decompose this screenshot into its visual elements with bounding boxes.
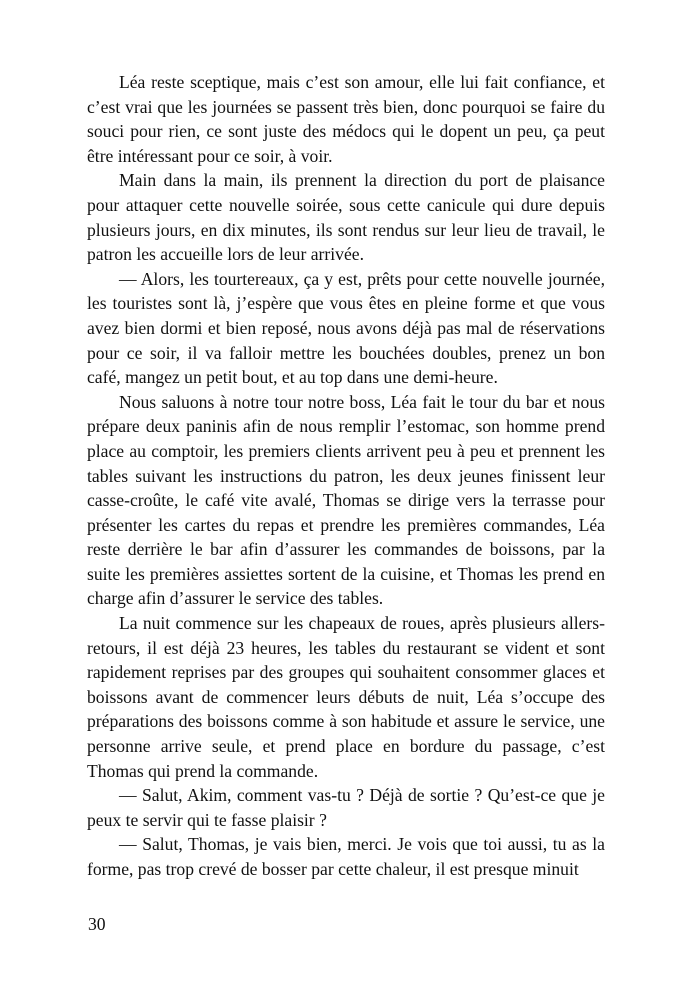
dialogue-paragraph: — Salut, Akim, comment vas-tu ? Déjà de sortie ? Qu’est-ce que je peux te servir qui te fasse plaisir ? <box>87 785 605 830</box>
paragraph: Léa reste sceptique, mais c’est son amour, elle lui fait confiance, et c’est vrai que les journées se passent très bien, donc pourquoi se faire du souci pour rien, ce sont juste des médocs qui le dopent un peu, ça peut être intéressant pour ce soir, à voir. <box>87 72 605 166</box>
paragraph: Nous saluons à notre tour notre boss, Léa fait le tour du bar et nous prépare deux paninis afin de nous remplir l’estomac, son homme prend place au comptoir, les premiers clients arrivent peu à peu et prennent les tables suivant les instructions du patron, les deux jeunes finissent leur casse-croûte, le café vite avalé, Thomas se dirige vers la terrasse pour présenter les cartes du repas et prendre les premières commandes, Léa reste derrière le bar afin d’assurer les commandes de boissons, par la suite les premières assiettes sortent de la cuisine, et Thomas les prend en charge afin d’assurer le service des tables. <box>87 391 605 609</box>
paragraph: Main dans la main, ils prennent la direction du port de plaisance pour attaquer cette nouvelle soirée, sous cette canicule qui dure depuis plusieurs jours, en dix minutes, ils sont rendus sur leur lieu de travail, le patron les accueille lors de leur arrivée. <box>87 170 605 265</box>
dialogue-paragraph: — Alors, les tourtereaux, ça y est, prêts pour cette nouvelle journée, les touristes sont là, j’espère que vous êtes en pleine forme et que vous avez bien dormi et bien reposé, nous avons déjà pas mal de réservations pour ce soir, il va falloir mettre les bouchées doubles, prenez un bon café, mangez un petit bout, et au top dans une demi-heure. <box>87 268 605 388</box>
page-number: 30 <box>88 914 106 934</box>
paragraph: La nuit commence sur les chapeaux de roues, après plusieurs allers-retours, il est déjà 23 heures, les tables du restaurant se vident et sont rapidement reprises par des groupes qui souhaitent consommer glaces et boissons avant de commencer leurs débuts de nuit, Léa s’occupe des préparations des boissons comme à son habitude et assure le service, une personne arrive seule, et prend place en bordure du passage, c’est Thomas qui prend la commande. <box>87 613 605 781</box>
body-text <box>87 70 605 882</box>
dialogue-paragraph: — Salut, Thomas, je vais bien, merci. Je vois que toi aussi, tu as la forme, pas trop crevé de bosser par cette chaleur, il est presque minuit <box>87 834 605 879</box>
